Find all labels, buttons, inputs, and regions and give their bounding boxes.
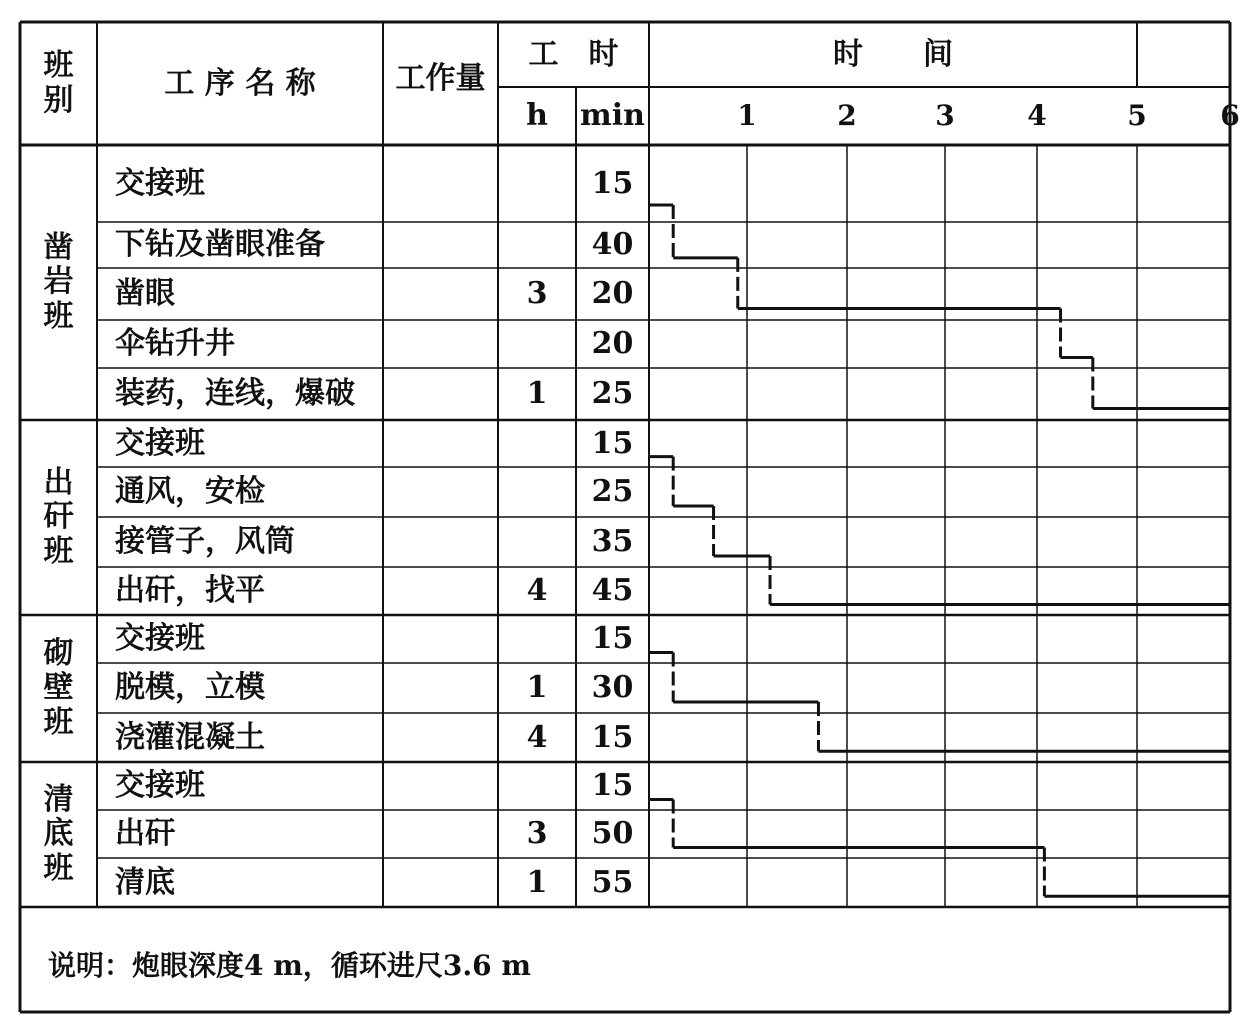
time-tick-5: 5 xyxy=(1127,99,1147,132)
time-tick-4: 4 xyxy=(1027,99,1047,132)
minutes-cell: 50 xyxy=(591,816,634,851)
process-name: 出矸，找平 xyxy=(115,573,265,608)
time-tick-3: 3 xyxy=(935,99,955,132)
minutes-cell: 25 xyxy=(591,376,634,411)
minutes-cell: 20 xyxy=(591,326,634,361)
minutes-cell: 15 xyxy=(591,165,634,201)
process-name: 浇灌混凝土 xyxy=(115,719,265,755)
minutes-cell: 15 xyxy=(591,425,634,461)
process-name: 交接班 xyxy=(115,425,205,461)
hours-cell: 3 xyxy=(526,276,548,311)
team-name: 砌 壁 班 xyxy=(43,635,74,740)
process-name: 下钻及凿眼准备 xyxy=(115,227,325,262)
gantt-bars xyxy=(649,205,1230,896)
minutes-cell: 40 xyxy=(591,227,634,262)
process-name: 伞钻升井 xyxy=(115,326,235,361)
hours-cell: 4 xyxy=(526,719,548,755)
header-hours: 工 时 xyxy=(528,36,619,72)
process-name: 交接班 xyxy=(115,621,205,656)
team-name: 出 矸 班 xyxy=(43,464,74,569)
hours-cell: 1 xyxy=(526,864,548,900)
hours-cell: 3 xyxy=(526,816,548,851)
process-name: 脱模，立模 xyxy=(115,670,265,705)
minutes-cell: 15 xyxy=(591,768,634,803)
process-name: 通风，安检 xyxy=(115,474,265,509)
header-process: 工 序 名 称 xyxy=(164,65,316,101)
time-tick-6: 6 xyxy=(1220,99,1240,132)
minutes-cell: 55 xyxy=(591,864,634,900)
process-name: 交接班 xyxy=(115,768,205,803)
note-text: 说明：炮眼深度4 m，循环进尺3.6 m xyxy=(48,949,531,982)
minutes-cell: 15 xyxy=(591,621,634,656)
hours-cell: 1 xyxy=(526,376,548,411)
process-name: 凿眼 xyxy=(115,276,175,311)
process-name: 接管子，风筒 xyxy=(115,524,295,559)
process-name: 清底 xyxy=(115,864,175,900)
minutes-cell: 20 xyxy=(591,276,634,311)
team-name: 清 底 班 xyxy=(43,781,74,886)
minutes-cell: 30 xyxy=(591,670,634,705)
header-team: 班 别 xyxy=(43,48,74,118)
header-min: min xyxy=(580,98,645,133)
time-tick-1: 1 xyxy=(737,99,757,132)
time-tick-2: 2 xyxy=(837,99,857,132)
minutes-cell: 45 xyxy=(591,573,634,608)
hours-cell: 1 xyxy=(526,670,548,705)
header-workload: 工作量 xyxy=(395,60,486,96)
minutes-cell: 25 xyxy=(591,474,634,509)
process-name: 装药，连线，爆破 xyxy=(115,376,355,411)
team-name: 凿 岩 班 xyxy=(43,229,74,334)
minutes-cell: 35 xyxy=(591,524,634,559)
minutes-cell: 15 xyxy=(591,719,634,755)
hours-cell: 4 xyxy=(526,573,548,608)
process-name: 出矸 xyxy=(115,816,175,851)
header-h: h xyxy=(526,98,548,133)
process-name: 交接班 xyxy=(115,165,205,201)
header-time: 时 间 xyxy=(833,36,953,72)
